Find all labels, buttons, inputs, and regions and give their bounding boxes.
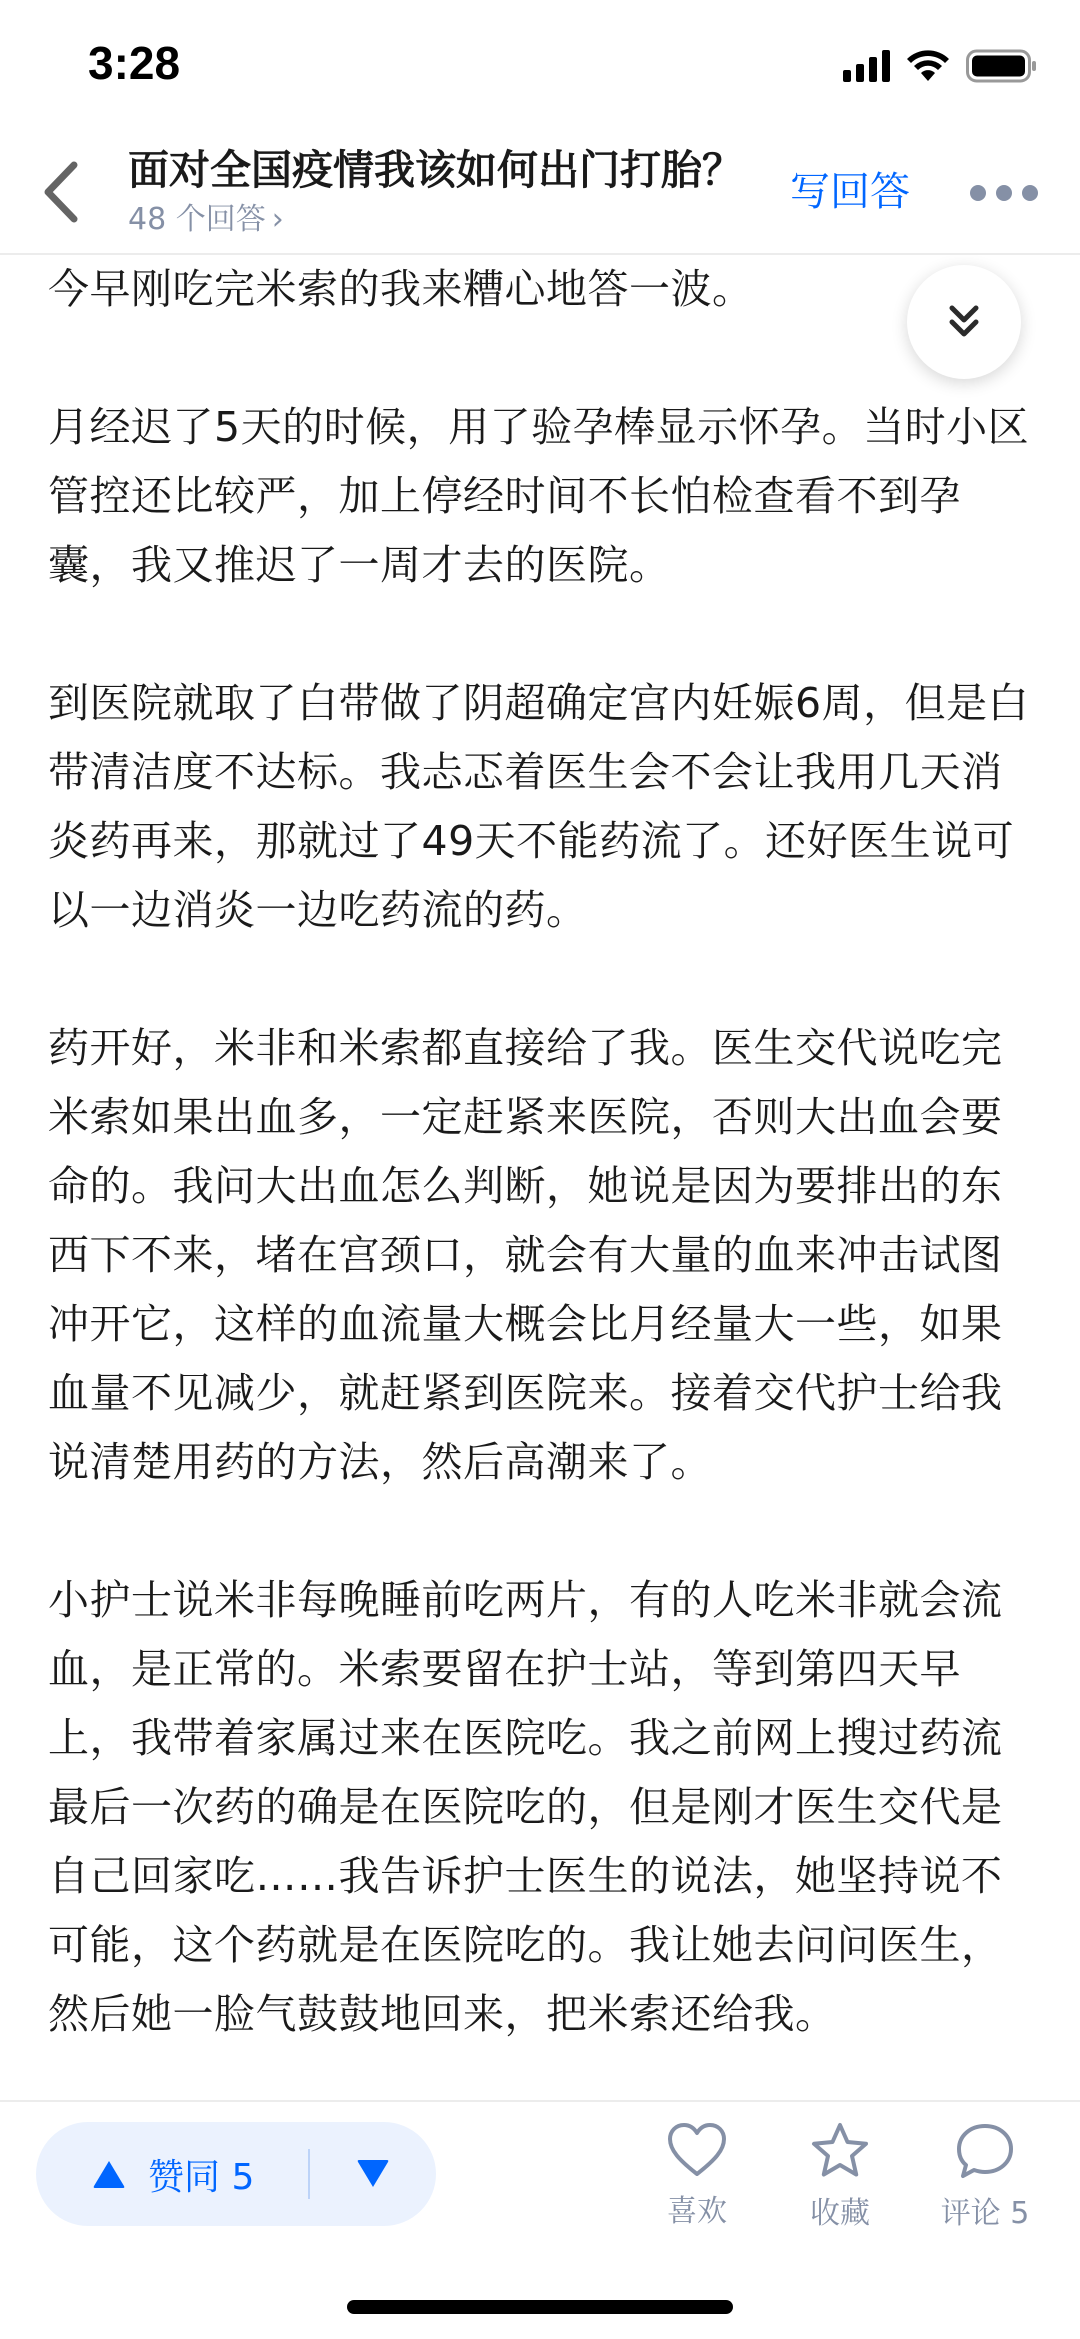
status-bar <box>0 0 1080 125</box>
comment-label: 评论 5 <box>940 2196 1030 2231</box>
chevron-right-icon: › <box>271 202 284 237</box>
like-label: 喜欢 <box>667 2194 727 2229</box>
answer-paragraph: 今早刚吃完米索的我来糟心地答一波。 <box>48 265 754 313</box>
collapse-button[interactable] <box>907 265 1021 379</box>
question-title[interactable]: 面对全国疫情我该如何出门打胎？ <box>128 146 743 194</box>
favorite-button[interactable] <box>775 2122 905 2242</box>
write-answer-button[interactable]: 写回答 <box>790 169 910 215</box>
nav-bar <box>0 125 1080 255</box>
comment-bubble-icon <box>955 2122 1015 2180</box>
answer-paragraph: 药开好，米非和米索都直接给了我。医生交代说吃完米索如果出血多，一定赶紧来医院，否则大出血会要命的。我问大出血怎么判断，她说是因为要排出的东西下不来，堵在宫颈口，就会有大量的血来冲击试图冲开它，这样的血流量大概会比月经量大一些，如果血量不见减少，就赶紧到医院来。接着交代护士给我说清楚用药的方法，然后高潮来了。 <box>48 1024 1003 1486</box>
heart-icon <box>667 2122 727 2178</box>
upvote-label: 赞同 5 <box>148 2156 255 2198</box>
answer-paragraph: 到医院就取了白带做了阴超确定宫内妊娠6周，但是白带清洁度不达标。我忐忑着医生会不会让我用几天消炎药再来，那就过了49天不能药流了。还好医生说可以一边消炎一边吃药流的药。 <box>48 679 1030 934</box>
answer-content[interactable] <box>48 255 1038 2100</box>
vote-group <box>36 2122 436 2226</box>
answer-paragraph: 月经迟了5天的时候，用了验孕棒显示怀孕。当时小区管控还比较严，加上停经时间不长怕检查看不到孕囊，我又推迟了一周才去的医院。 <box>48 403 1030 589</box>
more-icon[interactable] <box>970 185 1038 201</box>
favorite-label: 收藏 <box>810 2196 870 2231</box>
status-time: 3:28 <box>88 37 181 89</box>
double-chevron-down-icon <box>944 302 984 342</box>
like-button[interactable] <box>632 2122 762 2242</box>
wifi-icon <box>906 49 950 83</box>
comment-button[interactable] <box>920 2122 1050 2242</box>
triangle-up-icon <box>92 2159 126 2189</box>
home-indicator <box>347 2300 733 2314</box>
answer-count: 48 个回答 <box>128 202 266 237</box>
status-icons <box>843 46 1038 86</box>
signal-icon <box>843 50 890 82</box>
upvote-button[interactable] <box>36 2122 308 2226</box>
star-icon <box>810 2122 870 2180</box>
back-icon[interactable] <box>38 157 88 227</box>
downvote-button[interactable] <box>310 2122 436 2226</box>
answer-count-link[interactable] <box>128 199 284 241</box>
answer-paragraph: 小护士说米非每晚睡前吃两片，有的人吃米非就会流血，是正常的。米索要留在护士站，等到第四天早上，我带着家属过来在医院吃。我之前网上搜过药流最后一次药的确是在医院吃的，但是刚才医生交代是自己回家吃……我告诉护士医生的说法，她坚持说不可能，这个药就是在医院吃的。我让她去问问医生，然后她一脸气鼓鼓地回来，把米索还给我。 <box>48 1576 1003 2038</box>
triangle-down-icon <box>356 2159 390 2189</box>
battery-icon <box>966 49 1038 83</box>
